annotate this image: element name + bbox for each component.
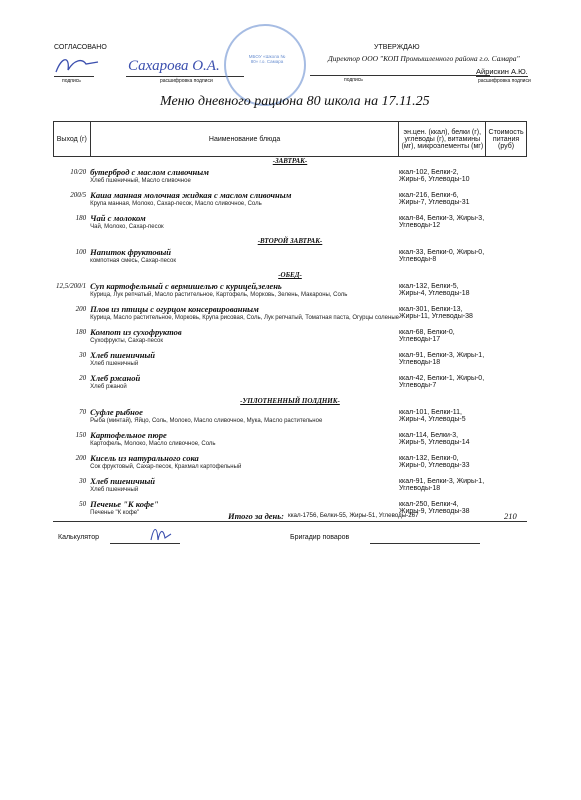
dish-cost [486, 477, 527, 500]
dish-row [54, 214, 527, 237]
dish-ingredients: компотная смесь, Сахар-песок [90, 258, 176, 264]
dish-output: 50 [79, 500, 87, 508]
dish-output: 12,5/200/1 [56, 282, 87, 290]
dish-ingredients: Хлеб пшеничный [90, 487, 139, 493]
dish-cost [486, 214, 527, 237]
dish-ingredients: Рыба (минтай), Яйцо, Соль, Молоко, Масло сливочное, Мука, Масло растительное [90, 418, 323, 424]
dish-ingredients: Чай, Молоко, Сахар-песок [90, 224, 164, 230]
dish-nutrition: ккал-132, Белки-5, Жиры-4, Углеводы-18 [398, 283, 470, 297]
dish-name-cell [90, 328, 399, 351]
calculator-signature [148, 524, 174, 544]
dish-output: 70 [79, 408, 87, 416]
total-label: Итого за день: [228, 511, 284, 521]
dish-row [54, 477, 527, 500]
dish-row [54, 191, 527, 214]
dish-output: 100 [75, 248, 87, 256]
dish-name: бутерброд с маслом сливочным [90, 167, 209, 177]
section-title: -УПЛОТНЕННЫЙ ПОЛДНИК- [240, 397, 340, 405]
dish-ingredients: Хлеб пшеничный [90, 361, 139, 367]
approved-right-label: УТВЕРЖДАЮ [374, 44, 420, 51]
dish-name-cell [90, 248, 399, 271]
dish-cost [486, 408, 527, 431]
dish-name: Картофельное пюре [90, 430, 167, 440]
director-position: Директор ООО "КОП Промышленного района г.о. Самара" [328, 54, 520, 63]
director-name: Айрискин А.Ю. [476, 67, 528, 76]
dish-name: Хлеб ржаной [90, 373, 141, 383]
page-title: Меню дневного рациона 80 школа на 17.11.25 [160, 94, 430, 109]
left-signature-caption: подпись [62, 78, 81, 84]
dish-nutrition: ккал-301, Белки-13, Жиры-11, Углеводы-38 [398, 306, 473, 320]
dish-row [54, 305, 527, 328]
dish-name: Хлеб пшеничный [90, 476, 156, 486]
dish-name-cell [90, 408, 399, 431]
dish-name: Плов из птицы с огурцом консервированным [90, 304, 259, 314]
approved-left-label: СОГЛАСОВАНО [54, 44, 107, 51]
dish-ingredients: Хлеб пшеничный, Масло сливочное [90, 178, 191, 184]
dish-nutrition: ккал-250, Белки-4, Жиры-9, Углеводы-38 [398, 501, 470, 515]
dish-output: 200/5 [70, 191, 87, 199]
dish-name-cell [90, 168, 399, 191]
dish-nutrition: ккал-216, Белки-6, Жиры-7, Углеводы-31 [398, 192, 470, 206]
dish-name-cell [90, 282, 399, 305]
dish-name: Суфле рыбное [90, 407, 143, 417]
dish-output: 180 [75, 328, 87, 336]
stamp-text: МБОУ «Школа № 80» г.о. Самара [248, 54, 286, 64]
dish-cost [486, 351, 527, 374]
dish-cost [486, 431, 527, 454]
dish-ingredients: Сухофрукты, Сахар-песок [90, 338, 163, 344]
dish-output: 20 [79, 374, 87, 382]
dish-ingredients: Печенье "К кофе" [90, 510, 140, 516]
dish-name: Хлеб пшеничный [90, 350, 156, 360]
right-signature-caption: подпись [344, 77, 363, 83]
dish-name-cell [90, 191, 399, 214]
dish-cost [486, 328, 527, 351]
dish-cost [486, 454, 527, 477]
dish-output: 30 [79, 351, 87, 359]
dish-output: 180 [75, 214, 87, 222]
dish-output: 200 [75, 305, 87, 313]
dish-ingredients: Крупа манная, Молоко, Сахар-песок, Масло сливочное, Соль [90, 201, 262, 207]
dish-nutrition: ккал-84, Белки-3, Жиры-3, Углеводы-12 [398, 215, 485, 229]
dish-ingredients: Сок фруктовый, Сахар-песок, Крахмал картофельный [90, 464, 242, 470]
dish-row [54, 282, 527, 305]
dish-output: 200 [75, 454, 87, 462]
dish-cost [486, 282, 527, 305]
dish-row [54, 408, 527, 431]
section-title: -ЗАВТРАК- [272, 157, 308, 165]
dish-nutrition: ккал-132, Белки-0, Жиры-0, Углеводы-33 [398, 455, 470, 469]
right-decode-caption: расшифровка подписи [478, 78, 531, 84]
dish-name-cell [90, 305, 399, 328]
dish-ingredients: Курица, Лук репчатый, Масло растительное, Картофель, Морковь, Зелень, Макароны, Соль [90, 292, 348, 298]
section-title: -ОБЕД- [278, 271, 302, 279]
dish-cost [486, 191, 527, 214]
dish-name-cell [90, 431, 399, 454]
dish-output: 10/20 [70, 168, 87, 176]
total-cost: 210 [504, 511, 517, 521]
dish-name-cell [90, 214, 399, 237]
menu-table [53, 121, 527, 523]
left-signature-scribble [52, 52, 102, 78]
dish-name-cell [90, 454, 399, 477]
dish-name: Суп картофельный с вермишелью с курицей,зелень [90, 281, 282, 291]
dish-name: Чай с молоком [90, 213, 146, 223]
dish-row [54, 351, 527, 374]
dish-name: Каша манная молочная жидкая с маслом сливочным [90, 190, 292, 200]
dish-row [54, 168, 527, 191]
dish-nutrition: ккал-68, Белки-0, Углеводы-17 [398, 329, 455, 343]
dish-ingredients: Картофель, Молоко, Масло сливочное, Соль [90, 441, 216, 447]
left-decode-caption: расшифровка подписи [160, 78, 213, 84]
dish-nutrition: ккал-91, Белки-3, Жиры-1, Углеводы-18 [398, 478, 485, 492]
dish-nutrition: ккал-101, Белки-11, Жиры-4, Углеводы-5 [398, 409, 466, 423]
dish-row [54, 374, 527, 397]
dish-name: Печенье "К кофе" [90, 499, 159, 509]
dish-nutrition: ккал-91, Белки-3, Жиры-1, Углеводы-18 [398, 352, 485, 366]
dish-cost [486, 305, 527, 328]
dish-nutrition: ккал-114, Белки-3, Жиры-5, Углеводы-14 [398, 432, 470, 446]
dish-ingredients: Курица, Масло растительное, Морковь, Крупа рисовая, Соль, Лук репчатый, Томатная паста, Огурцы соленые [90, 315, 399, 321]
dish-cost [486, 168, 527, 191]
dish-output: 150 [75, 431, 87, 439]
col-nutrition-header: эн.цен. (ккал), белки (г), углеводы (г), витамины (мг), микроэлементы (мг) [399, 122, 486, 157]
total-nutrition: ккал-1756, Белки-55, Жиры-51, Углеводы-267 [288, 512, 419, 519]
dish-name-cell [90, 351, 399, 374]
left-signature-name: Сахарова О.А. [128, 58, 220, 74]
dish-name: Кисель из натурального сока [90, 453, 199, 463]
dish-nutrition: ккал-102, Белки-2, Жиры-6, Углеводы-10 [398, 169, 470, 183]
section-title: -ВТОРОЙ ЗАВТРАК- [257, 237, 323, 245]
col-name-header: Наименование блюда [90, 122, 399, 157]
dish-cost [486, 248, 527, 271]
col-cost-header: Стоимость питания (руб) [486, 122, 527, 157]
dish-name-cell [90, 477, 399, 500]
calculator-label: Калькулятор [58, 534, 99, 541]
col-output-header: Выход (г) [54, 122, 91, 157]
dish-name: Напиток фруктовый [90, 247, 172, 257]
dish-row [54, 328, 527, 351]
dish-nutrition: ккал-42, Белки-1, Жиры-0, Углеводы-7 [398, 375, 485, 389]
chef-label: Бригадир поваров [290, 534, 350, 541]
dish-ingredients: Хлеб ржаной [90, 384, 127, 390]
dish-nutrition: ккал-33, Белки-0, Жиры-0, Углеводы-8 [398, 249, 485, 263]
dish-name: Компот из сухофруктов [90, 327, 182, 337]
dish-row [54, 248, 527, 271]
dish-name-cell [90, 374, 399, 397]
dish-output: 30 [79, 477, 87, 485]
dish-row [54, 454, 527, 477]
dish-cost [486, 374, 527, 397]
dish-row [54, 431, 527, 454]
